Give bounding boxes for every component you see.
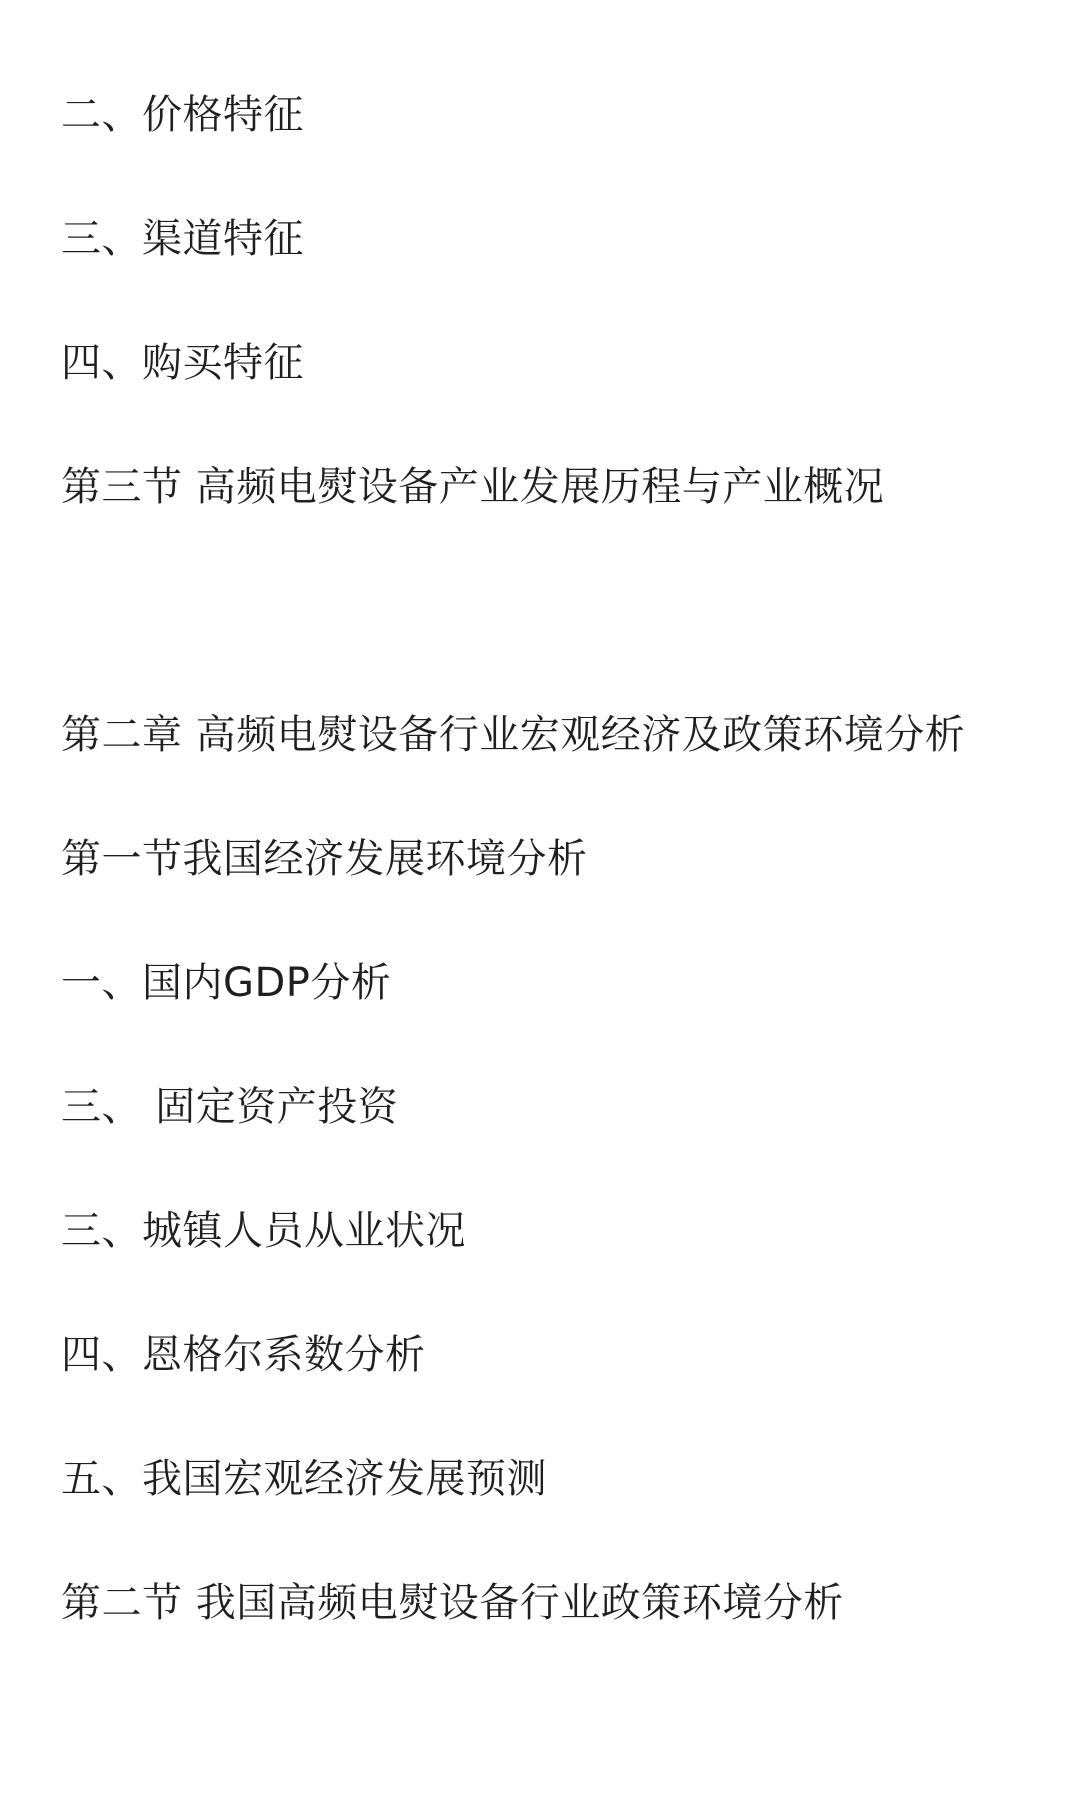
toc-item-price-features: 二、价格特征 — [61, 92, 304, 138]
toc-item-purchase-features: 四、购买特征 — [61, 340, 304, 386]
toc-section-industry-history: 第三节 高频电熨设备产业发展历程与产业概况 — [61, 464, 885, 510]
toc-item-urban-employment: 三、城镇人员从业状况 — [61, 1208, 466, 1254]
toc-item-fixed-asset-investment: 三、 固定资产投资 — [61, 1084, 399, 1130]
toc-item-macro-forecast: 五、我国宏观经济发展预测 — [61, 1456, 547, 1502]
toc-item-engel-coefficient: 四、恩格尔系数分析 — [61, 1332, 426, 1378]
toc-item-channel-features: 三、渠道特征 — [61, 216, 304, 262]
toc-item-gdp-analysis: 一、国内GDP分析 — [61, 960, 392, 1006]
toc-section-policy-environment: 第二节 我国高频电熨设备行业政策环境分析 — [61, 1580, 844, 1626]
toc-section-economic-environment: 第一节我国经济发展环境分析 — [61, 836, 588, 882]
toc-chapter-macro-environment: 第二章 高频电熨设备行业宏观经济及政策环境分析 — [61, 712, 966, 758]
